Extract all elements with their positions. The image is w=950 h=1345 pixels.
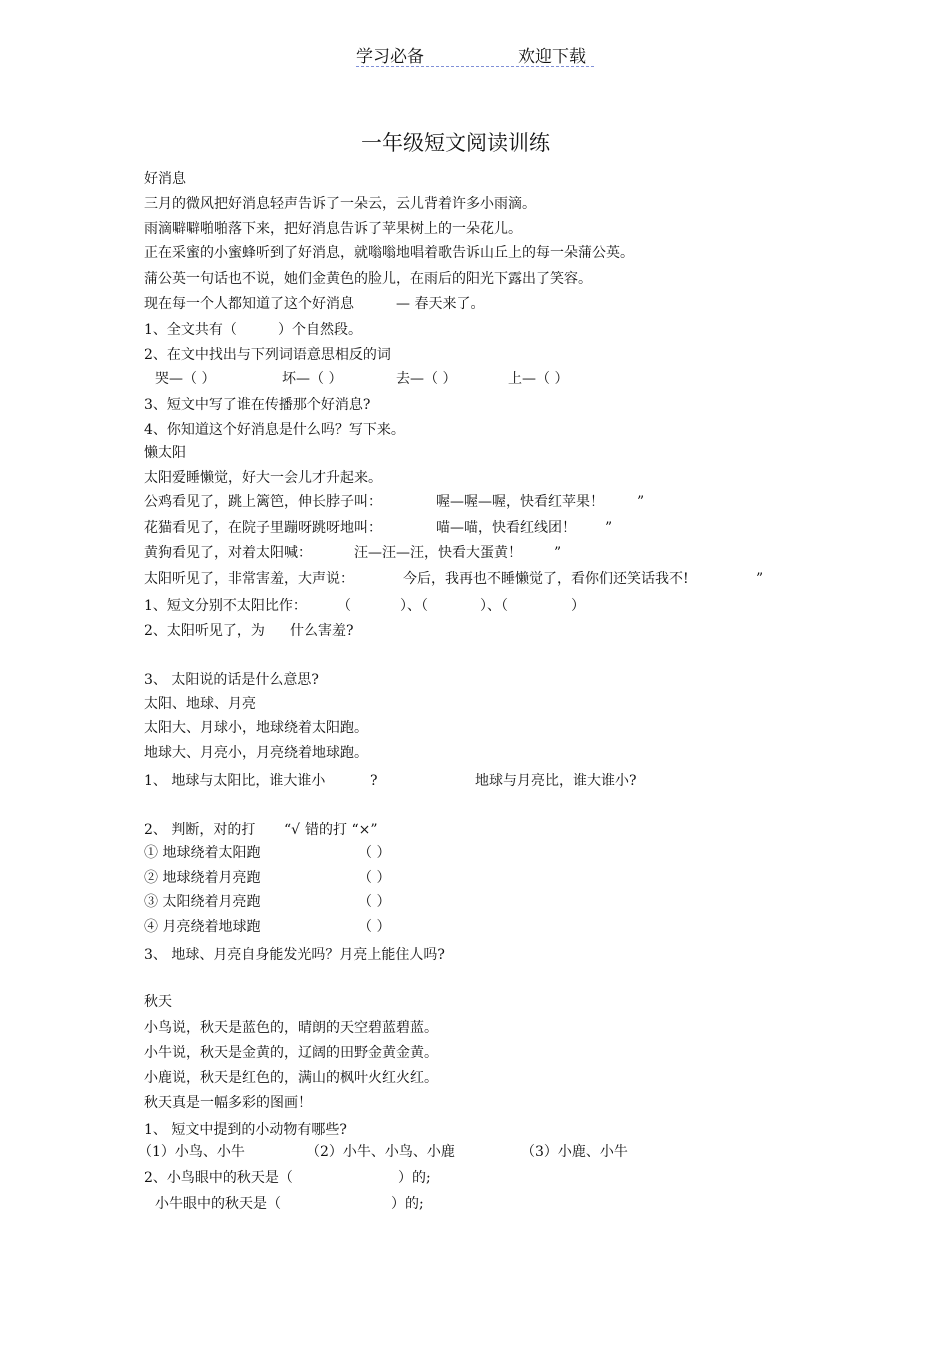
answer-blank: （ ） <box>358 845 391 861</box>
question: 1、短文分别不太阳比作： <box>144 598 307 614</box>
question-end: ）个自然段。 <box>278 322 362 338</box>
cross-mark: 错的打 “×” <box>305 822 378 838</box>
judge-item: ① 地球绕着太阳跑 <box>144 845 261 861</box>
question: 2、在文中找出与下列词语意思相反的词 <box>144 347 391 363</box>
paragraph: 雨滴噼噼啪啪落下来，把好消息告诉了苹果树上的一朵花儿。 <box>144 221 522 237</box>
quote: 喔—喔—喔，快看红苹果！ <box>436 494 604 510</box>
option-item: （1）小鸟、小牛 <box>138 1144 245 1160</box>
paragraph: 秋天真是一幅多彩的图画！ <box>144 1095 312 1111</box>
quote-mark: ” <box>605 520 613 536</box>
paragraph: 现在每一个人都知道了这个好消息 <box>144 296 354 312</box>
blank-sep: ）、（ <box>480 598 508 614</box>
paragraph-end: — 春天来了。 <box>396 296 485 312</box>
header-left: 学习必备 <box>356 47 424 67</box>
question: 2、 判断，对的打 <box>144 822 256 838</box>
quote-mark: ” <box>637 494 645 510</box>
paragraph: 花猫看见了，在院子里蹦呀跳呀地叫： <box>144 520 382 536</box>
question-end: ）的; <box>391 1196 424 1212</box>
answer-blank: （ ） <box>358 870 391 886</box>
section-heading: 太阳、地球、月亮 <box>144 696 256 712</box>
quote-mark: ” <box>554 545 562 561</box>
blank-open: （ <box>337 598 351 614</box>
judge-item: ④ 月亮绕着地球跑 <box>144 919 261 935</box>
blank-close: ） <box>571 598 585 614</box>
paragraph: 太阳听见了，非常害羞，大声说： <box>144 571 354 587</box>
question: 地球与月亮比，谁大谁小? <box>475 773 637 789</box>
answer-blank: （ ） <box>358 919 391 935</box>
antonym-item: 坏—（ ） <box>282 371 343 387</box>
paragraph: 小鹿说，秋天是红色的，满山的枫叶火红火红。 <box>144 1070 438 1086</box>
section-heading: 秋天 <box>144 994 172 1010</box>
antonym-item: 哭—（ ） <box>155 371 216 387</box>
quote: 喵—喵，快看红线团！ <box>436 520 576 536</box>
antonym-item: 去—（ ） <box>396 371 457 387</box>
paragraph: 蒲公英一句话也不说，她们金黄色的脸儿，在雨后的阳光下露出了笑容。 <box>144 271 592 287</box>
page-header <box>356 40 594 67</box>
question: 3、短文中写了谁在传播那个好消息? <box>144 397 371 413</box>
page-title: 一年级短文阅读训练 <box>361 131 550 155</box>
question-end: 什么害羞? <box>290 623 354 639</box>
quote: 汪—汪—汪，快看大蛋黄！ <box>354 545 522 561</box>
question: 3、 太阳说的话是什么意思? <box>144 672 319 688</box>
question: 小牛眼中的秋天是（ <box>155 1196 281 1212</box>
question: 2、太阳听见了，为 <box>144 623 265 639</box>
option-item: （3）小鹿、小牛 <box>521 1144 628 1160</box>
question-end: ）的; <box>398 1170 431 1186</box>
paragraph: 黄狗看见了，对着太阳喊： <box>144 545 312 561</box>
question: 3、 地球、月亮自身能发光吗？月亮上能住人吗? <box>144 947 445 963</box>
quote-mark: ” <box>756 571 764 587</box>
paragraph: 小鸟说，秋天是蓝色的，晴朗的天空碧蓝碧蓝。 <box>144 1020 438 1036</box>
option-item: （2）小牛、小鸟、小鹿 <box>306 1144 455 1160</box>
question: 1、全文共有（ <box>144 322 237 338</box>
answer-blank: （ ） <box>358 894 391 910</box>
question: 2、小鸟眼中的秋天是（ <box>144 1170 293 1186</box>
judge-item: ③ 太阳绕着月亮跑 <box>144 894 261 910</box>
question: 4、你知道这个好消息是什么吗？写下来。 <box>144 422 405 438</box>
paragraph: 公鸡看见了，跳上篱笆，伸长脖子叫： <box>144 494 382 510</box>
paragraph: 太阳大、月球小，地球绕着太阳跑。 <box>144 720 368 736</box>
antonym-item: 上—（ ） <box>508 371 569 387</box>
paragraph: 小牛说，秋天是金黄的，辽阔的田野金黄金黄。 <box>144 1045 438 1061</box>
paragraph: 太阳爱睡懒觉，好大一会儿才升起来。 <box>144 470 382 486</box>
question-mark: ? <box>370 773 378 789</box>
judge-item: ② 地球绕着月亮跑 <box>144 870 261 886</box>
paragraph: 三月的微风把好消息轻声告诉了一朵云，云儿背着许多小雨滴。 <box>144 196 536 212</box>
header-right: 欢迎下载 <box>518 47 586 67</box>
section-heading: 好消息 <box>144 171 186 187</box>
check-mark: “√ <box>284 822 301 838</box>
paragraph: 正在采蜜的小蜜蜂听到了好消息，就嗡嗡地唱着歌告诉山丘上的每一朵蒲公英。 <box>144 245 634 261</box>
section-heading: 懒太阳 <box>144 445 186 461</box>
blank-sep: ）、（ <box>400 598 428 614</box>
question: 1、 短文中提到的小动物有哪些? <box>144 1122 347 1138</box>
quote: 今后，我再也不睡懒觉了，看你们还笑话我不! <box>403 571 689 587</box>
question: 1、 地球与太阳比，谁大谁小 <box>144 773 326 789</box>
paragraph: 地球大、月亮小，月亮绕着地球跑。 <box>144 745 368 761</box>
